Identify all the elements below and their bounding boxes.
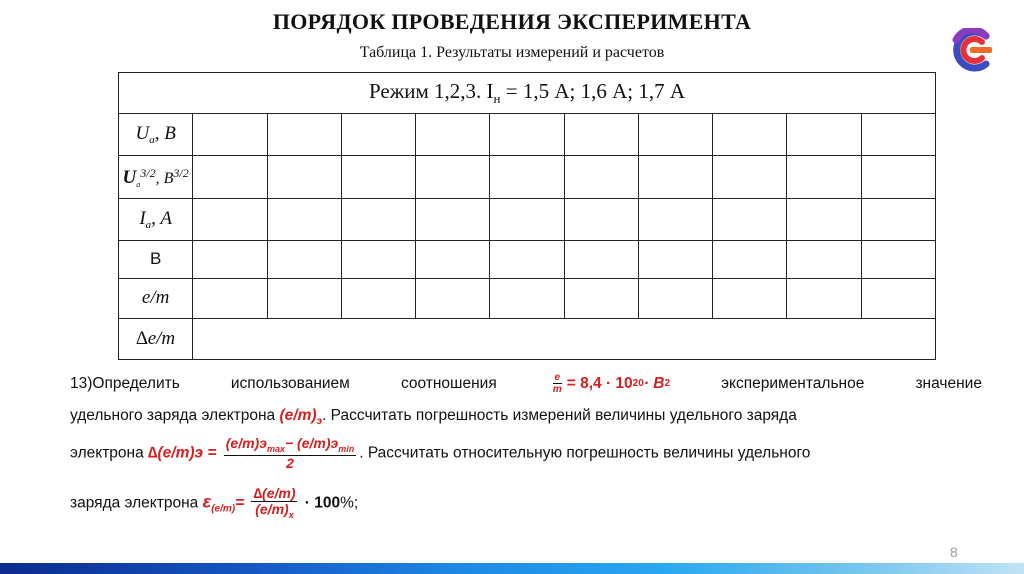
text-run: . Рассчитать погрешность измерений величины удельного заряда bbox=[322, 407, 797, 424]
table-cell bbox=[193, 278, 267, 319]
table-row bbox=[119, 241, 936, 278]
table-row bbox=[119, 114, 936, 156]
text-run: удельного заряда электрона bbox=[70, 407, 280, 424]
formula-subscript: (e/m) bbox=[211, 503, 236, 515]
table-cell bbox=[713, 278, 787, 319]
table-cell bbox=[787, 198, 861, 240]
table-cell bbox=[564, 241, 638, 278]
fraction-relative bbox=[251, 486, 297, 521]
table-cell bbox=[416, 241, 490, 278]
formula-subscript: э bbox=[316, 416, 323, 428]
text-word: значение bbox=[915, 374, 982, 392]
table-cell bbox=[490, 156, 564, 198]
table-cell bbox=[638, 198, 712, 240]
table-cell bbox=[267, 114, 341, 156]
text-word: использованием bbox=[230, 374, 350, 392]
fraction-numerator: ∆(e/m) bbox=[253, 485, 296, 501]
page-number: 8 bbox=[950, 544, 958, 560]
table-cell bbox=[490, 278, 564, 319]
table-cell bbox=[267, 278, 341, 319]
text-run: заряда электрона bbox=[70, 494, 203, 512]
table-cell bbox=[564, 114, 638, 156]
row-label-sub: а bbox=[136, 179, 141, 189]
row-label-unit: , B bbox=[155, 169, 174, 187]
table-cell bbox=[713, 198, 787, 240]
table-row bbox=[119, 156, 936, 198]
row-label-sub: a bbox=[149, 134, 155, 147]
table-cell bbox=[193, 198, 267, 240]
table-cell bbox=[861, 241, 935, 278]
row-label-unit: , A bbox=[151, 208, 172, 230]
table-header-row bbox=[119, 73, 936, 114]
table-cell bbox=[787, 156, 861, 198]
formula-delta-em: ∆(e/m)э = bbox=[148, 444, 217, 462]
table-cell bbox=[564, 278, 638, 319]
row-label-main: U bbox=[135, 123, 150, 145]
numerator-part: (e/m)э bbox=[225, 435, 267, 451]
slide-title: ПОРЯДОК ПРОВЕДЕНИЯ ЭКСПЕРИМЕНТА bbox=[272, 9, 752, 34]
text-run: электрона bbox=[70, 444, 149, 462]
formula-exponent-2: 2 bbox=[664, 377, 671, 389]
formula-tail: · 100 bbox=[300, 494, 341, 512]
mode-header-cell bbox=[119, 73, 936, 114]
formula-text-b: · B bbox=[643, 374, 665, 392]
table-cell bbox=[490, 114, 564, 156]
formula-percent: %; bbox=[340, 494, 359, 512]
table-caption: Таблица 1. Результаты измерений и расчетов bbox=[359, 44, 665, 61]
row-label-ia bbox=[119, 198, 193, 240]
formula-text: = 8,4 · 10 bbox=[566, 374, 633, 392]
table-cell bbox=[638, 156, 712, 198]
table-cell bbox=[861, 278, 935, 319]
table-cell bbox=[787, 241, 861, 278]
row-label-unit-sup: 3/2 bbox=[173, 165, 189, 180]
numerator-part: − (e/m)э bbox=[284, 435, 339, 451]
fraction-denominator: m bbox=[552, 384, 562, 395]
table-cell bbox=[341, 114, 415, 156]
table-cell-merged bbox=[193, 319, 936, 360]
table-cell bbox=[861, 156, 935, 198]
table-cell bbox=[416, 278, 490, 319]
fraction-denominator bbox=[253, 502, 295, 521]
row-label-sup: 3/2 bbox=[140, 165, 156, 180]
fraction-denominator: 2 bbox=[286, 454, 294, 471]
mode-label: Режим 1,2,3. I bbox=[369, 78, 494, 103]
mode-subscript: н bbox=[493, 91, 501, 107]
row-label-main: ∆e/m bbox=[136, 328, 176, 350]
row-label-ua bbox=[119, 114, 193, 156]
table-cell bbox=[638, 241, 712, 278]
table-cell bbox=[713, 241, 787, 278]
fraction-numerator: e bbox=[554, 372, 561, 383]
text-word: соотношения bbox=[400, 374, 497, 392]
table-cell bbox=[787, 114, 861, 156]
table-cell bbox=[713, 156, 787, 198]
table-cell bbox=[267, 198, 341, 240]
table-cell bbox=[564, 156, 638, 198]
paragraph-line-1 bbox=[70, 372, 982, 395]
row-label-main: U bbox=[122, 166, 137, 188]
table-cell bbox=[787, 278, 861, 319]
fraction-numerator bbox=[224, 436, 356, 456]
numerator-sub: min bbox=[338, 443, 355, 454]
formula-em-ratio bbox=[548, 372, 670, 395]
fraction-e-over-m bbox=[551, 372, 564, 395]
row-label-delta-em bbox=[119, 319, 193, 360]
row-label-main: I bbox=[139, 208, 146, 230]
table-row bbox=[119, 319, 936, 360]
formula-epsilon: ε bbox=[202, 491, 212, 512]
table-cell bbox=[861, 198, 935, 240]
paragraph-line-3 bbox=[70, 436, 982, 471]
numerator-sub: max bbox=[266, 443, 285, 454]
table-cell bbox=[861, 114, 935, 156]
table-cell bbox=[341, 156, 415, 198]
row-label-main: B bbox=[149, 249, 162, 269]
text-word: 13)Определить bbox=[70, 374, 180, 392]
table-cell bbox=[490, 198, 564, 240]
table-cell bbox=[267, 156, 341, 198]
formula-equals: = bbox=[235, 494, 245, 512]
table-cell bbox=[341, 241, 415, 278]
table-cell bbox=[638, 278, 712, 319]
row-label-b bbox=[119, 241, 193, 278]
text-run: . Рассчитать относительную погрешность величины удельного bbox=[359, 444, 811, 462]
mode-values: = 1,5 А; 1,6 А; 1,7 А bbox=[500, 78, 685, 103]
table-row bbox=[119, 198, 936, 240]
table-cell bbox=[490, 241, 564, 278]
table-cell bbox=[267, 241, 341, 278]
denominator-sub: x bbox=[288, 510, 294, 521]
table-cell bbox=[416, 198, 490, 240]
table-cell bbox=[564, 198, 638, 240]
table-row bbox=[119, 278, 936, 319]
formula-exponent: 20 bbox=[632, 377, 644, 389]
table-cell bbox=[638, 114, 712, 156]
row-label-main: e/m bbox=[141, 287, 170, 309]
table-cell bbox=[416, 114, 490, 156]
table-cell bbox=[416, 156, 490, 198]
row-label-ua-32 bbox=[119, 156, 193, 198]
results-table bbox=[118, 72, 936, 360]
denominator-part: (e/m) bbox=[255, 501, 289, 518]
brand-logo-icon bbox=[946, 28, 998, 72]
row-label-em bbox=[119, 278, 193, 319]
paragraph-line-2 bbox=[70, 408, 982, 427]
table-cell bbox=[713, 114, 787, 156]
text-word: экспериментальное bbox=[721, 374, 865, 392]
table-cell bbox=[341, 198, 415, 240]
table-cell bbox=[193, 241, 267, 278]
row-label-unit: , B bbox=[154, 123, 176, 145]
footer-gradient-bar bbox=[0, 563, 1024, 574]
formula-em-exp: (e/m) bbox=[279, 407, 317, 424]
row-label-sub: a bbox=[145, 219, 152, 232]
table-cell bbox=[193, 114, 267, 156]
paragraph-line-4 bbox=[70, 486, 982, 521]
table-cell bbox=[341, 278, 415, 319]
fraction-delta bbox=[224, 436, 356, 471]
table-cell bbox=[193, 156, 267, 198]
